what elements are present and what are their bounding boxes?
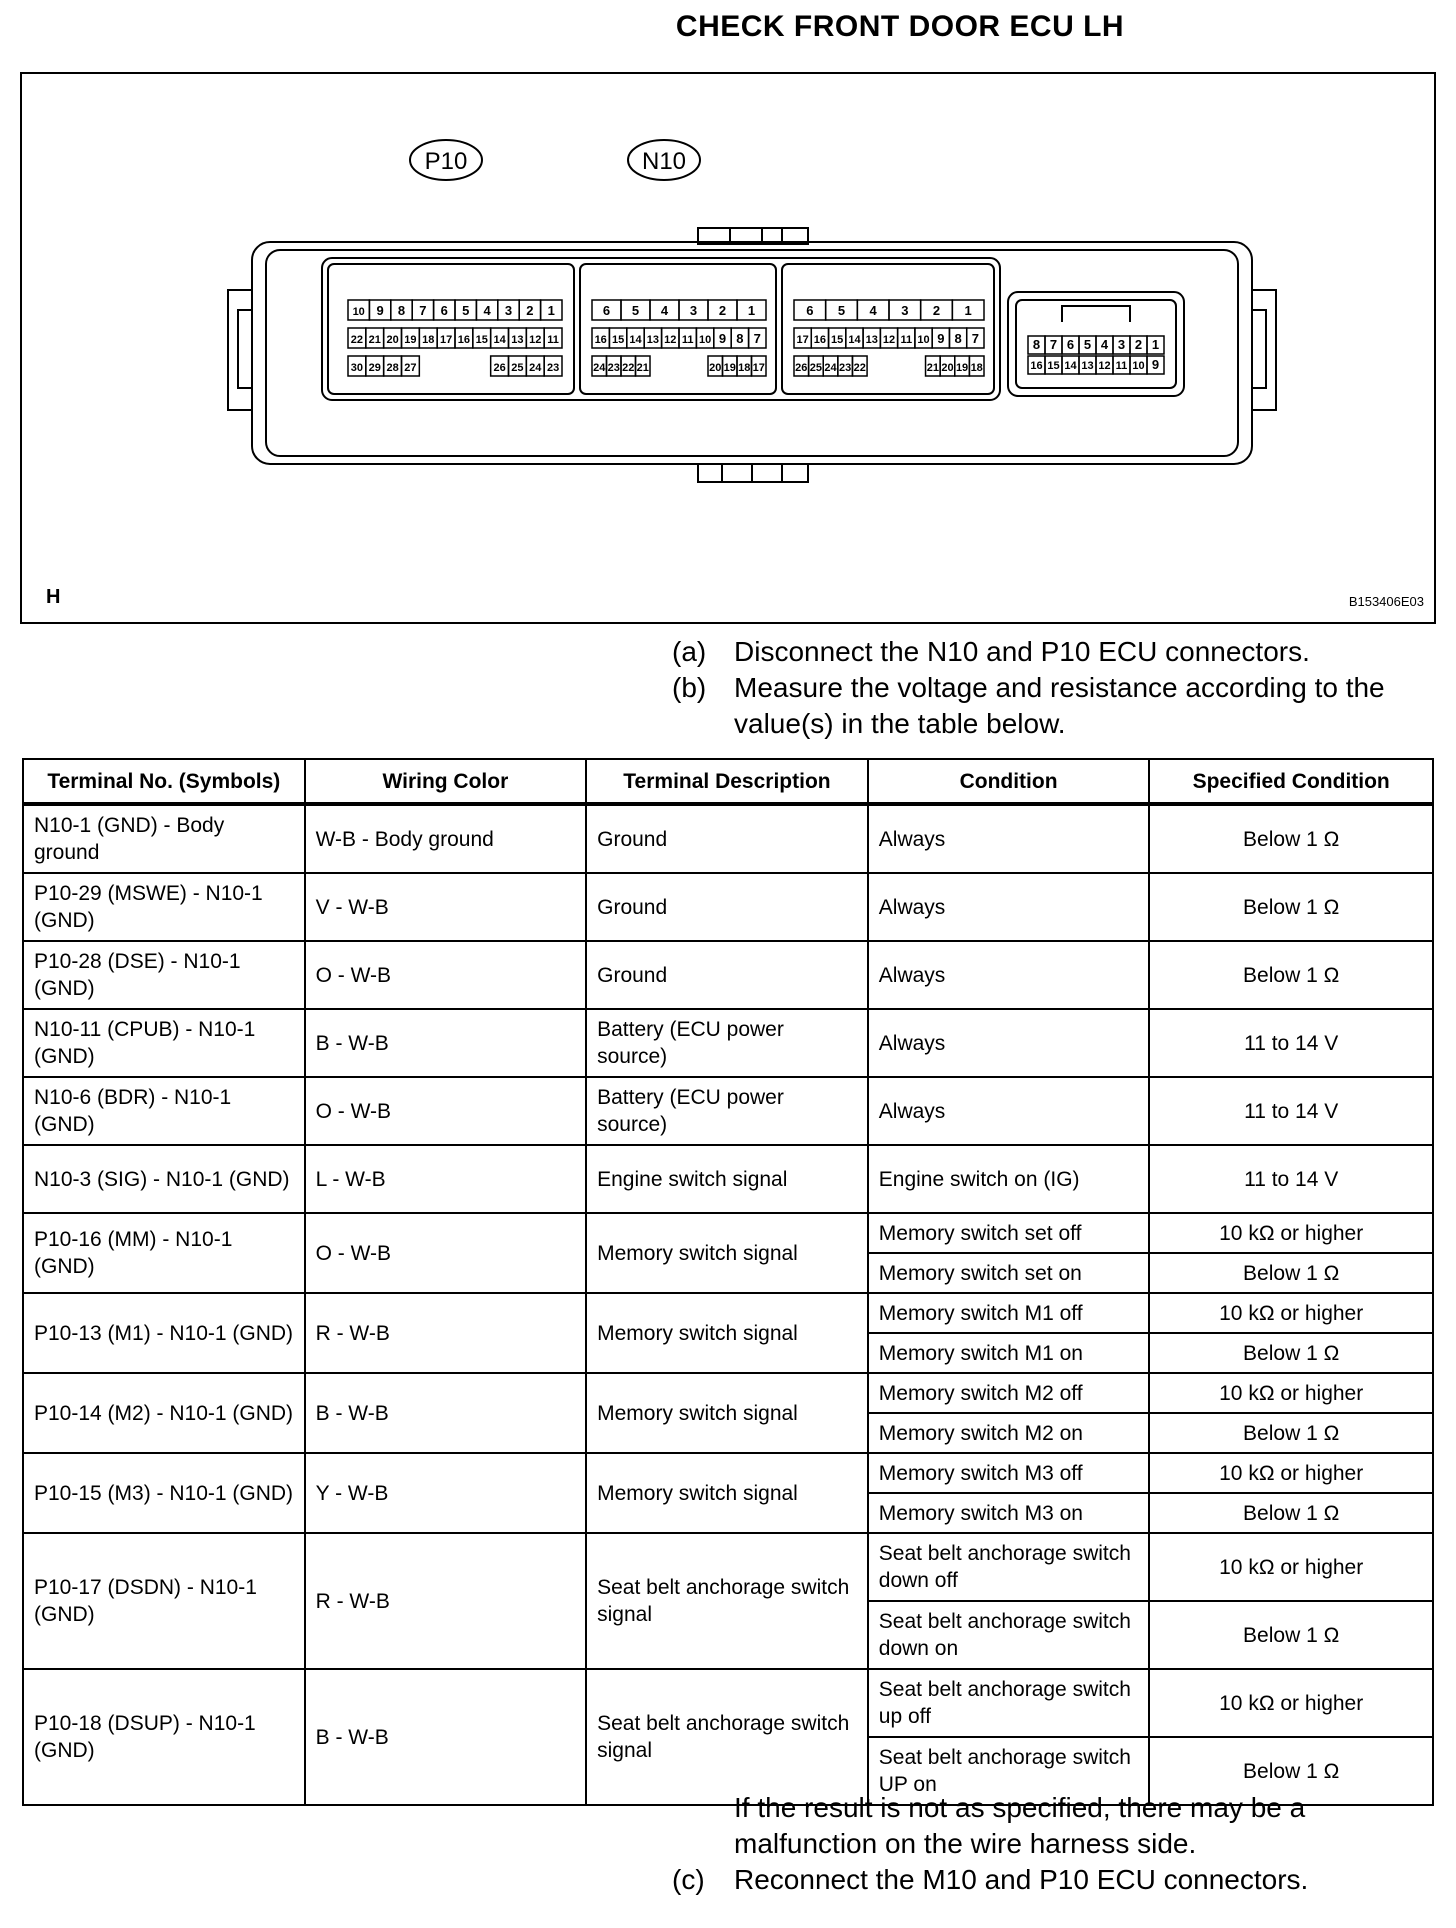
- cell-terminal: P10-18 (DSUP) - N10-1 (GND): [23, 1669, 305, 1805]
- cell-terminal: N10-1 (GND) - Body ground: [23, 804, 305, 873]
- step-c-letter: (c): [672, 1864, 705, 1895]
- connector-pin-number: 20: [386, 334, 399, 346]
- connector-pin-number: 10: [698, 334, 712, 346]
- cell-spec: Below 1 Ω: [1149, 1601, 1433, 1669]
- cell-condition: Seat belt anchorage switch down on: [868, 1601, 1150, 1669]
- connector-pin-number: 14: [629, 334, 642, 346]
- table-row: [23, 804, 1433, 873]
- table-row: [23, 873, 1433, 941]
- cell-wiring-color: L - W-B: [305, 1145, 587, 1213]
- connector-pin-number: 8: [397, 303, 406, 318]
- connector-pin-number: 11: [681, 334, 694, 346]
- cell-description: Memory switch signal: [586, 1453, 868, 1533]
- connector-pin-number: 27: [404, 362, 417, 374]
- connector-pin-number: 1: [1151, 337, 1160, 352]
- connector-pin-number: 3: [1117, 337, 1126, 352]
- connector-pin-number: 26: [795, 362, 808, 374]
- step-a: [672, 634, 1452, 670]
- connector-pin-number: 24: [529, 362, 542, 374]
- connector-pin-number: 25: [511, 362, 524, 374]
- cell-spec: Below 1 Ω: [1149, 1333, 1433, 1373]
- cell-spec: Below 1 Ω: [1149, 941, 1433, 1009]
- cell-wiring-color: W-B - Body ground: [305, 804, 587, 873]
- connector-pin-number: 2: [526, 303, 534, 318]
- connector-pin-number: 1: [747, 303, 756, 318]
- table-row: [23, 1145, 1433, 1213]
- connector-pin-number: 22: [853, 362, 866, 374]
- cell-condition: Engine switch on (IG): [868, 1145, 1150, 1213]
- connector-pin-number: 25: [809, 362, 823, 374]
- connector-pin-number: 18: [422, 334, 435, 346]
- connector-pin-number: 13: [865, 334, 878, 346]
- cell-wiring-color: V - W-B: [305, 873, 587, 941]
- cell-spec: Below 1 Ω: [1149, 1413, 1433, 1453]
- connector-pin-number: 19: [404, 334, 417, 346]
- connector-pin-number: 3: [901, 303, 909, 318]
- cell-wiring-color: R - W-B: [305, 1293, 587, 1373]
- cell-description: Seat belt anchorage switch signal: [586, 1533, 868, 1669]
- connector-pin-number: 15: [1047, 360, 1060, 372]
- cell-spec: 10 kΩ or higher: [1149, 1453, 1433, 1493]
- cell-condition: Memory switch set off: [868, 1213, 1150, 1253]
- connector-pin-number: 9: [937, 331, 945, 346]
- connector-label-p10: P10: [424, 148, 468, 175]
- cell-description: Battery (ECU power source): [586, 1009, 868, 1077]
- connector-pin-number: 21: [368, 334, 381, 346]
- connector-pin-number: 2: [718, 303, 727, 318]
- cell-description: Ground: [586, 873, 868, 941]
- cell-description: Memory switch signal: [586, 1213, 868, 1293]
- table-row: [23, 1373, 1433, 1413]
- connector-pin-number: 14: [848, 334, 861, 346]
- cell-terminal: P10-17 (DSDN) - N10-1 (GND): [23, 1533, 305, 1669]
- table-row: [23, 1009, 1433, 1077]
- connector-pin-number: 6: [440, 303, 448, 318]
- connector-label-n10: N10: [641, 148, 687, 175]
- cell-spec: Below 1 Ω: [1149, 1737, 1433, 1805]
- connector-pin-number: 16: [457, 334, 471, 346]
- connector-pin-number: 6: [602, 303, 611, 318]
- cell-condition: Memory switch M1 off: [868, 1293, 1150, 1333]
- cell-condition: Seat belt anchorage switch up off: [868, 1669, 1150, 1737]
- cell-condition: Always: [868, 1009, 1150, 1077]
- step-c: [672, 1862, 1432, 1898]
- cell-description: Ground: [586, 804, 868, 873]
- cell-description: Engine switch signal: [586, 1145, 868, 1213]
- connector-diagram: [20, 72, 1436, 624]
- connector-pin-number: 7: [753, 331, 761, 346]
- connector-pin-number: 13: [646, 334, 660, 346]
- cell-condition: Memory switch M1 on: [868, 1333, 1150, 1373]
- table-row: [23, 1293, 1433, 1333]
- cell-spec: 11 to 14 V: [1149, 1009, 1433, 1077]
- table-row: [23, 1669, 1433, 1737]
- cell-spec: 10 kΩ or higher: [1149, 1293, 1433, 1333]
- connector-pin-number: 17: [439, 334, 453, 346]
- cell-spec: 10 kΩ or higher: [1149, 1373, 1433, 1413]
- connector-pin-number: 10: [917, 334, 930, 346]
- connector-pin-number: 6: [1066, 337, 1075, 352]
- connector-pin-number: 14: [1064, 360, 1077, 372]
- connector-pin-number: 2: [1134, 337, 1143, 352]
- connector-pin-number: 15: [831, 334, 844, 346]
- connector-pin-number: 10: [1132, 360, 1145, 372]
- cell-wiring-color: B - W-B: [305, 1373, 587, 1453]
- connector-pin-number: 14: [493, 334, 506, 346]
- connector-pin-number: 15: [475, 334, 488, 346]
- connector-pin-number: 8: [736, 331, 744, 346]
- table-row: [23, 941, 1433, 1009]
- connector-pin-number: 16: [813, 334, 827, 346]
- cell-condition: Seat belt anchorage switch UP on: [868, 1737, 1150, 1805]
- connector-pin-number: 6: [806, 303, 814, 318]
- cell-description: Battery (ECU power source): [586, 1077, 868, 1145]
- spec-table: [22, 758, 1434, 1806]
- connector-pin-number: 18: [738, 362, 751, 374]
- connector-pin-number: 13: [511, 334, 524, 346]
- connector-pin-number: 5: [837, 303, 846, 318]
- connector-pin-number: 16: [594, 334, 607, 346]
- header-terminal: Terminal No. (Symbols): [23, 759, 305, 804]
- connector-pin-number: 23: [839, 362, 852, 374]
- cell-spec: Below 1 Ω: [1149, 873, 1433, 941]
- cell-spec: 10 kΩ or higher: [1149, 1669, 1433, 1737]
- connector-pin-number: 1: [547, 303, 555, 318]
- connector-pin-number: 28: [386, 362, 399, 374]
- step-b-letter: (b): [672, 672, 707, 703]
- header-condition: Condition: [868, 759, 1150, 804]
- cell-spec: 10 kΩ or higher: [1149, 1533, 1433, 1601]
- cell-wiring-color: O - W-B: [305, 1077, 587, 1145]
- step-b: [672, 670, 1452, 742]
- step-c-text: Reconnect the M10 and P10 ECU connectors.: [734, 1864, 1309, 1895]
- cell-condition: Memory switch M2 on: [868, 1413, 1150, 1453]
- cell-condition: Always: [868, 804, 1150, 873]
- connector-pin-number: 12: [1098, 360, 1111, 372]
- cell-spec: Below 1 Ω: [1149, 1493, 1433, 1533]
- connector-pin-number: 8: [1032, 337, 1041, 352]
- table-row: [23, 1453, 1433, 1493]
- connector-pin-number: 7: [419, 303, 427, 318]
- cell-terminal: N10-3 (SIG) - N10-1 (GND): [23, 1145, 305, 1213]
- connector-pin-number: 2: [932, 303, 941, 318]
- cell-terminal: N10-11 (CPUB) - N10-1 (GND): [23, 1009, 305, 1077]
- connector-pin-number: 5: [631, 303, 640, 318]
- connector-pin-number: 23: [607, 362, 620, 374]
- connector-pin-number: 4: [660, 303, 669, 318]
- cell-spec: 11 to 14 V: [1149, 1077, 1433, 1145]
- connector-pin-number: 4: [483, 303, 491, 318]
- connector-pin-number: 22: [350, 334, 364, 346]
- table-row: [23, 1213, 1433, 1253]
- connector-pin-number: 7: [971, 331, 979, 346]
- cell-condition: Memory switch M2 off: [868, 1373, 1150, 1413]
- cell-condition: Seat belt anchorage switch down off: [868, 1533, 1150, 1601]
- connector-pin-number: 17: [752, 362, 765, 374]
- cell-terminal: P10-29 (MSWE) - N10-1 (GND): [23, 873, 305, 941]
- step-b-text: Measure the voltage and resistance according to the value(s) in the table below.: [734, 672, 1385, 739]
- connector-pin-number: 22: [622, 362, 635, 374]
- cell-condition: Memory switch M3 off: [868, 1453, 1150, 1493]
- connector-pin-number: 13: [1081, 360, 1094, 372]
- connector-pin-number: 23: [546, 362, 560, 374]
- cell-wiring-color: B - W-B: [305, 1009, 587, 1077]
- cell-terminal: P10-15 (M3) - N10-1 (GND): [23, 1453, 305, 1533]
- table-row: [23, 1533, 1433, 1601]
- cell-spec: 10 kΩ or higher: [1149, 1213, 1433, 1253]
- table-row: [23, 1077, 1433, 1145]
- connector-pin-number: 7: [1049, 337, 1058, 352]
- connector-pin-number: 3: [504, 303, 513, 318]
- cell-wiring-color: R - W-B: [305, 1533, 587, 1669]
- connector-pin-number: 5: [1083, 337, 1092, 352]
- cell-terminal: P10-28 (DSE) - N10-1 (GND): [23, 941, 305, 1009]
- connector-pin-number: 12: [882, 334, 896, 346]
- connector-pin-number: 1: [964, 303, 972, 318]
- cell-spec: Below 1 Ω: [1149, 804, 1433, 873]
- connector-pin-number: 17: [796, 334, 809, 346]
- cell-description: Ground: [586, 941, 868, 1009]
- cell-spec: 11 to 14 V: [1149, 1145, 1433, 1213]
- connector-pin-number: 11: [547, 334, 559, 346]
- connector-pin-number: 16: [1030, 360, 1043, 372]
- connector-pin-number: 11: [900, 334, 913, 346]
- connector-pin-number: 20: [709, 362, 722, 374]
- cell-condition: Always: [868, 1077, 1150, 1145]
- cell-description: Memory switch signal: [586, 1373, 868, 1453]
- connector-pin-number: 26: [493, 362, 506, 374]
- connector-pin-number: 18: [970, 362, 983, 374]
- connector-pin-number: 9: [376, 303, 384, 318]
- connector-pin-number: 12: [664, 334, 677, 346]
- cell-wiring-color: B - W-B: [305, 1669, 587, 1805]
- connector-pin-number: 11: [1115, 360, 1128, 372]
- cell-description: Memory switch signal: [586, 1293, 868, 1373]
- connector-pin-number: 8: [954, 331, 962, 346]
- figure-code: B153406E03: [1348, 594, 1424, 609]
- connector-pin-number: 4: [1100, 337, 1109, 352]
- connector-pin-number: 19: [723, 362, 736, 374]
- page-title: CHECK FRONT DOOR ECU LH: [675, 10, 1125, 43]
- connector-pin-number: 9: [718, 331, 727, 346]
- figure-corner-label: H: [46, 586, 61, 608]
- cell-terminal: P10-16 (MM) - N10-1 (GND): [23, 1213, 305, 1293]
- connector-pin-number: 15: [611, 334, 625, 346]
- cell-terminal: P10-13 (M1) - N10-1 (GND): [23, 1293, 305, 1373]
- connector-pin-number: 9: [1151, 357, 1160, 372]
- cell-condition: Memory switch M3 on: [868, 1493, 1150, 1533]
- cell-terminal: P10-14 (M2) - N10-1 (GND): [23, 1373, 305, 1453]
- connector-pin-number: 19: [955, 362, 969, 374]
- header-wiring-color: Wiring Color: [305, 759, 587, 804]
- step-a-text: Disconnect the N10 and P10 ECU connectors.: [734, 636, 1310, 667]
- table-header-row: [23, 759, 1433, 804]
- connector-pin-number: 3: [689, 303, 698, 318]
- connector-pin-number: 24: [593, 362, 606, 374]
- cell-terminal: N10-6 (BDR) - N10-1 (GND): [23, 1077, 305, 1145]
- ecu-connector-drawing: [22, 74, 1434, 622]
- connector-pin-number: 10: [352, 306, 365, 318]
- step-a-letter: (a): [672, 636, 707, 667]
- cell-wiring-color: O - W-B: [305, 1213, 587, 1293]
- cell-wiring-color: Y - W-B: [305, 1453, 587, 1533]
- cell-condition: Always: [868, 941, 1150, 1009]
- footer-note: If the result is not as specified, there may be a malfunction on the wire harness side.: [734, 1792, 1306, 1859]
- header-specified-condition: Specified Condition: [1149, 759, 1433, 804]
- cell-spec: Below 1 Ω: [1149, 1253, 1433, 1293]
- cell-condition: Memory switch set on: [868, 1253, 1150, 1293]
- header-terminal-description: Terminal Description: [586, 759, 868, 804]
- connector-pin-number: 21: [926, 362, 939, 374]
- cell-description: Seat belt anchorage switch signal: [586, 1669, 868, 1805]
- connector-pin-number: 30: [350, 362, 364, 374]
- connector-pin-number: 21: [636, 362, 649, 374]
- connector-pin-number: 29: [368, 362, 381, 374]
- cell-condition: Always: [868, 873, 1150, 941]
- connector-pin-number: 24: [824, 362, 837, 374]
- connector-pin-number: 5: [462, 303, 470, 318]
- connector-pin-number: 4: [869, 303, 877, 318]
- connector-pin-number: 20: [941, 362, 954, 374]
- connector-pin-number: 12: [529, 334, 542, 346]
- cell-wiring-color: O - W-B: [305, 941, 587, 1009]
